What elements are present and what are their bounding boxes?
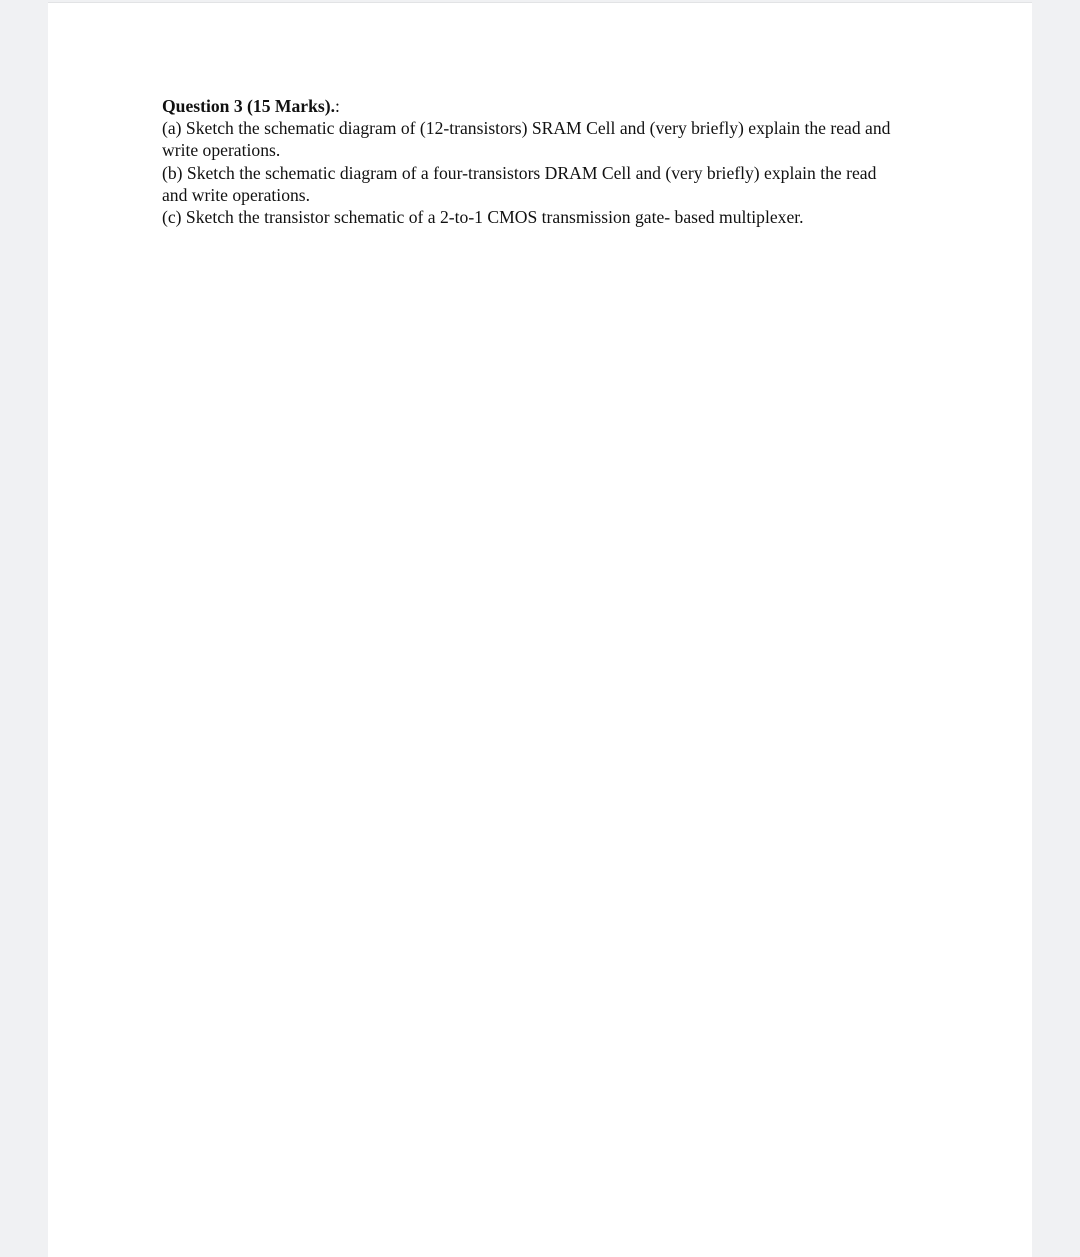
part-a-line-1: (a) Sketch the schematic diagram of (12-transistors) SRAM Cell and (very briefly) explain the read and xyxy=(162,118,891,139)
document-page xyxy=(48,2,1032,1257)
part-a-line-2: write operations. xyxy=(162,140,281,161)
part-c-line-1: (c) Sketch the transistor schematic of a 2-to-1 CMOS transmission gate- based multiplexer. xyxy=(162,207,804,228)
question-title-suffix: : xyxy=(335,96,340,116)
question-title xyxy=(162,95,982,117)
question-block xyxy=(162,95,982,228)
question-title-bold: Question 3 (15 Marks). xyxy=(162,96,335,116)
part-b-line-2: and write operations. xyxy=(162,184,311,205)
part-b-line-1: (b) Sketch the schematic diagram of a four-transistors DRAM Cell and (very briefly) explain the read xyxy=(162,162,877,183)
